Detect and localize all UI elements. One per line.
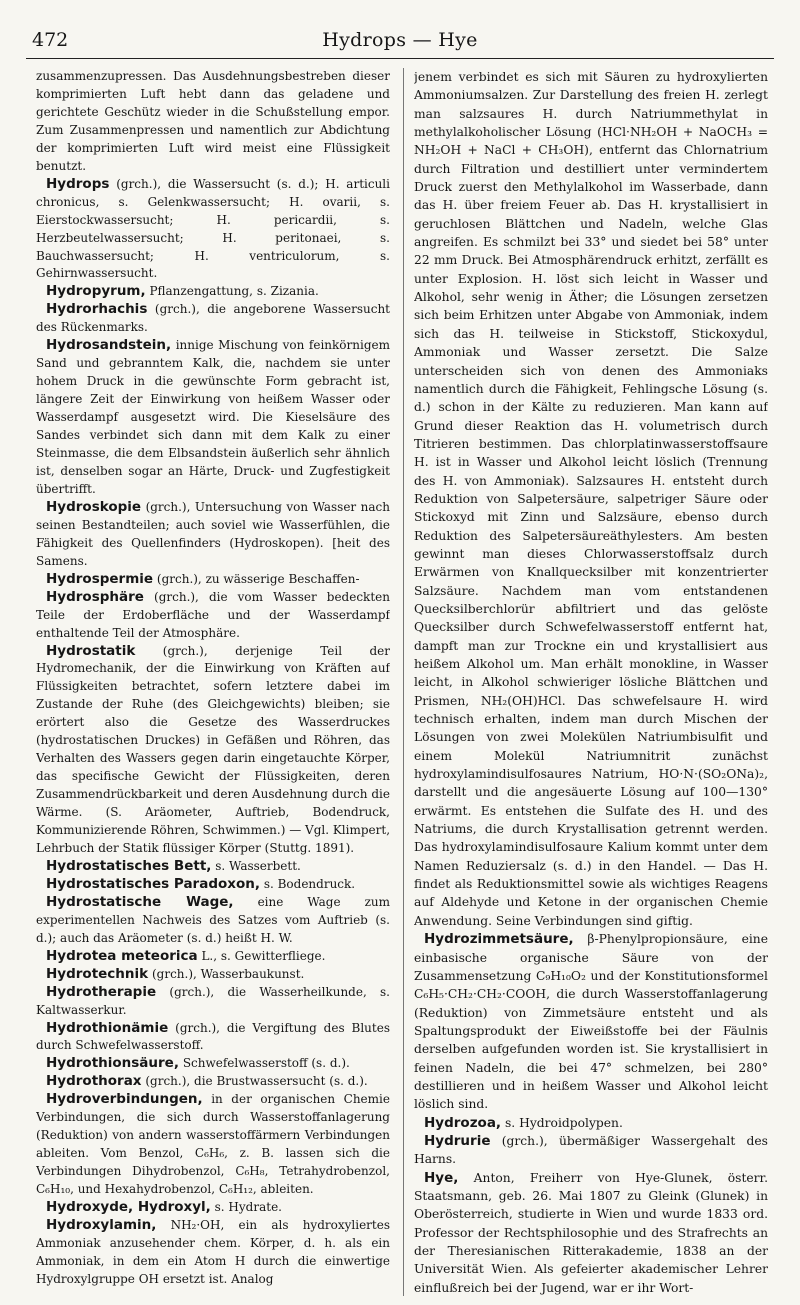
entry-text: β-Phenylpropionsäure, eine einbasische organische Säure von der Zusammensetzung C₉H₁₀O₂ und der Konstitutionsformel C₆H₅·CH₂·CH₂·COOH, die durch Wasserstoffanlagerung (Reduktion) von Zimmetsäure entsteht und als Spaltungsprodukt der Eiweißstoffe bei der Fäulnis derselben aufgefunden worden ist. Sie krystallisiert in feinen Nadeln, die bei 47° schmelzen, bei 280° destillieren und in heißem Wasser und Alkohol leicht löslich sind. [414,932,768,1112]
entry-text: (grch.), die Wassersucht (s. d.); H. articuli chronicus, s. Gelenkwassersucht; H. ovarii, s. Eierstockwassersucht; H. pericardii, s. Herzbeutelwassersucht; H. peritonaei, s. Bauchwassersucht; H. ventriculorum, s. Gehirnwassersucht. [36,176,390,281]
entry-headword: Hydrotea meteorica [46,947,198,964]
entry-text: (grch.), die angeborene Wassersucht des Rückenmarks. [36,302,390,335]
entry-headword: Hydropyrum, [46,283,146,300]
dictionary-entry [36,858,390,876]
dictionary-entry [36,283,390,301]
dictionary-entry [36,643,390,858]
dictionary-entry [414,930,768,1113]
entry-text: s. Hydrate. [214,1200,282,1215]
entry-headword: Hydrurie [424,1132,491,1149]
continued-text [36,68,390,176]
entry-headword: Hydrostatik [46,642,136,659]
entry-text: eine Wage zum experimentellen Nachweis des Satzes vom Auftrieb (s. d.); auch das Aräometer (s. d.) heißt H. W. [36,894,390,945]
entry-headword: Hydroxyde, Hydroxyl, [46,1199,211,1216]
dictionary-entry [36,966,390,984]
entry-text: in der organischen Chemie Verbindungen, die sich durch Wasserstoffanlagerung (Reduktion) von andern wasserstoffärmern Verbindungen ableiten. Vom Benzol, C₆H₆, z. B. lassen sich die Verbindungen Dihydrobenzol, C₆H₈, Tetrahydrobenzol, C₆H₁₀, und Hexahydrobenzol, C₆H₁₂, ableiten. [36,1092,390,1197]
left-column [36,68,390,1298]
dictionary-entry [36,1199,390,1217]
entry-headword: Hydrostatisches Paradoxon, [46,875,260,892]
entry-text: (grch.), die Vergiftung des Blutes durch Schwefelwasserstoff. [36,1020,390,1053]
entry-text: s. Wasserbett. [215,858,301,873]
entry-text: innige Mischung von feinkörnigem Sand und gebranntem Kalk, die, nachdem sie unter hohem Druck in die gewünschte Form gebracht ist, längere Zeit der Einwirkung von heißem Wasser oder Wasserdampf ausgesetzt wird. Die Kieselsäure des Sandes verbindet sich dann mit dem Kalk zu einer Steinmasse, die dem Elbsandstein äußerlich sehr ähnlich ist, denselben sogar an Härte, Druck- und Zugfestigkeit übertrifft. [36,338,390,496]
page-header [26,28,774,59]
dictionary-entry [36,876,390,894]
entry-text: (grch.), zu wässerige Beschaffen- [156,571,360,586]
entry-text: NH₂·OH, ein als hydroxyliertes Ammoniak anzusehender chem. Körper, d. h. als ein Ammoniak, in dem ein Atom H durch die einwertige Hydroxylgruppe OH ersetzt ist. Analog [36,1218,390,1286]
entry-headword: Hydrothionämie [46,1019,169,1036]
dictionary-entry [36,337,390,499]
entry-text: (grch.), derjenige Teil der Hydromechanik, der die Einwirkung von Kräften auf Flüssigkeiten betrachtet, sofern letztere dabei im Zustande der Ruhe (des Gleichgewichts) bleiben; sie erörtert also die Gesetze des Wasserdruckes (hydrostatischen Druckes) in Gefäßen und Röhren, das Verhalten des Wassers gegen darin eingetauchte Körper, das specifische Gewicht der Flüssigkeiten, deren Zusammendrückbarkeit und deren Ausdehnung durch die Wärme. (S. Aräometer, Auftrieb, Bodendruck, Kommunizierende Röhren, Schwimmen.) — Vgl. Klimpert, Lehrbuch der Statik flüssiger Körper (Stuttg. 1891). [36,643,390,855]
entry-headword: Hydrosandstein, [46,337,172,354]
entry-headword: Hydrotherapie [46,983,157,1000]
dictionary-entry [36,984,390,1020]
entry-headword: Hydrostatisches Bett, [46,857,212,874]
entry-text: (grch.), übermäßiger Wassergehalt des Harns. [414,1133,768,1167]
entry-headword: Hydrorhachis [46,301,148,318]
dictionary-entry [414,1132,768,1169]
entry-text: (grch.), die Wasserheilkunde, s. Kaltwasserkur. [36,984,390,1017]
entry-headword: Hydrostatische Wage, [46,893,234,910]
dictionary-entry [36,894,390,948]
entry-text: (grch.), die Brustwassersucht (s. d.). [145,1074,368,1089]
entry-headword: Hydrosphäre [46,588,144,605]
dictionary-entry [36,1091,390,1199]
entry-headword: Hydroxylamin, [46,1217,157,1233]
entry-headword: Hydrospermie [46,570,154,587]
entry-text: Anton, Freiherr von Hye-Glunek, österr. Staatsmann, geb. 26. Mai 1807 zu Gleink (Glunek) in Oberösterreich, studierte in Wien und wurde 1833 ord. Professor der Rechtsphilosophie und des Strafrechts an der Theresianischen Ritterakademie, 1838 an der Universität Wien. Als gefeierter akademischer Lehrer einflußreich bei der Jugend, war er ihr Wort- [414,1170,768,1295]
entry-headword: Hydrozimmetsäure, [424,931,574,948]
entry-text: zusammenzupressen. Das Ausdehnungsbestreben dieser komprimierten Luft hebt dann das geladene und gerichtete Geschütz wieder in die Schußstellung empor. Zum Zusammenpressen und namentlich zur Abdichtung der komprimierten Luft wird meist eine Flüssigkeit benutzt. [36,69,390,173]
dictionary-entry [36,176,390,284]
entry-headword: Hydrozoa, [424,1114,502,1131]
entry-headword: Hydrotechnik [46,965,149,982]
entry-headword: Hydroskopie [46,498,142,515]
dictionary-entry [36,1073,390,1091]
dictionary-entry [36,1020,390,1056]
entry-headword: Hydrothionsäure, [46,1055,179,1072]
dictionary-entry [36,1055,390,1073]
dictionary-entry [414,1114,768,1132]
entry-text: (grch.), Untersuchung von Wasser nach seinen Bestandteilen; auch soviel wie Wasserfühlen, die Fähigkeit des Quellenfinders (Hydroskopen). [heit des Samens. [36,499,390,568]
column-divider [403,68,404,1296]
page-number: 472 [32,29,69,51]
dictionary-entry [414,1169,768,1297]
entry-text: (grch.), Wasserbaukunst. [151,966,305,981]
dictionary-entry [36,948,390,966]
entry-text: s. Hydroidpolypen. [505,1115,623,1130]
continued-text [414,68,768,930]
dictionary-entry [36,301,390,337]
dictionary-entry [36,499,390,571]
entry-text: jenem verbindet es sich mit Säuren zu hydroxylierten Ammoniumsalzen. Zur Darstellung des freien H. zerlegt man salzsaures H. durch Natriummethylat in methylalkoholischer Lösung (HCl·NH₂OH + NaOCH₃ = NH₂OH + NaCl + CH₃OH), entfernt das Chlornatrium durch Filtration und destilliert unter vermindertem Druck zuerst den Methylalkohol im Wasserbade, dann das H. über freiem Feuer ab. Das H. krystallisiert in geruchlosen Blättchen und Nadeln, welche Glas angreifen. Es schmilzt bei 33° und siedet bei 58° unter 22 mm Druck. Bei Atmosphärendruck erhitzt, zerfällt es unter Explosion. H. löst sich leicht in Wasser und Alkohol, sehr wenig in Äther; die Lösungen zersetzen sich beim Erhitzen unter Abgabe von Ammoniak, indem sich das H. teilweise in Stickstoff, Stickoxydul, Ammoniak und Wasser zersetzt. Die Salze unterscheiden sich von denen des Ammoniaks namentlich durch die Fähigkeit, Fehlingsche Lösung (s. d.) schon in der Kälte zu reduzieren. Man kann auf Grund dieser Reaktion das H. volumetrisch durch Titrieren bestimmen. Das chlorplatinwasserstoffsaure H. ist in Wasser und Alkohol leicht löslich (Trennung des H. von Ammoniak). Salzsaures H. entsteht durch Reduktion von Salpetersäure, salpetriger Säure oder Stickoxyd mit Zinn und Salzsäure, ebenso durch Reduktion des Salpetersäureäthylesters. Am besten gewinnt man dieses Chlorwasserstoffsalz durch Erwärmen von Knallquecksilber mit konzentrierter Salzsäure. Nachdem man vom entstandenen Quecksilberchlorür abfiltriert und das gelöste Quecksilber durch Schwefelwasserstoff entfernt hat, dampft man zur Trockne ein und krystallisiert aus heißem Alkohol um. Man erhält monokline, in Wasser leicht, in Alkohol schwieriger lösliche Blättchen und Prismen, NH₂(OH)HCl. Das schwefelsaure H. wird technisch erhalten, indem man durch Mischen der Lösungen von zwei Molekülen Natriumbisulfit und einem Molekül Natriumnitrit zunächst hydroxylamindisulfosaures Natrium, HO·N·(SO₂ONa)₂, darstellt und die angesäuerte Lösung auf 100—130° erwärmt. Es entstehen die Sulfate des H. und des Natriums, die durch Krystallisation getrennt werden. Das hydroxylamindisulfosaure Kalium kommt unter dem Namen Reduziersalz (s. d.) in den Handel. — Das H. findet als Reduktionsmittel sowie als wichtiges Reagens auf Aldehyde und Ketone in der organischen Chemie Anwendung. Seine Verbindungen sind giftig. [414,70,768,928]
dictionary-entry [36,589,390,643]
entry-text: L., s. Gewitterfliege. [201,948,326,963]
dictionary-entry [36,571,390,589]
entry-text: Pflanzengattung, s. Zizania. [149,284,319,299]
entry-headword: Hydroverbindungen, [46,1091,203,1108]
entry-text: s. Bodendruck. [263,876,356,891]
entry-text: Schwefelwasserstoff (s. d.). [182,1056,350,1071]
dictionary-entry [36,1217,390,1289]
entry-headword: Hydrops [46,175,110,192]
entry-text: (grch.), die vom Wasser bedeckten Teile der Erdoberfläche und der Wasserdampf enthaltende Teil der Atmosphäre. [36,589,390,640]
running-title: Hydrops — Hye [322,29,478,51]
entry-headword: Hye, [424,1169,459,1186]
right-column [414,68,768,1298]
entry-headword: Hydrothorax [46,1073,142,1090]
